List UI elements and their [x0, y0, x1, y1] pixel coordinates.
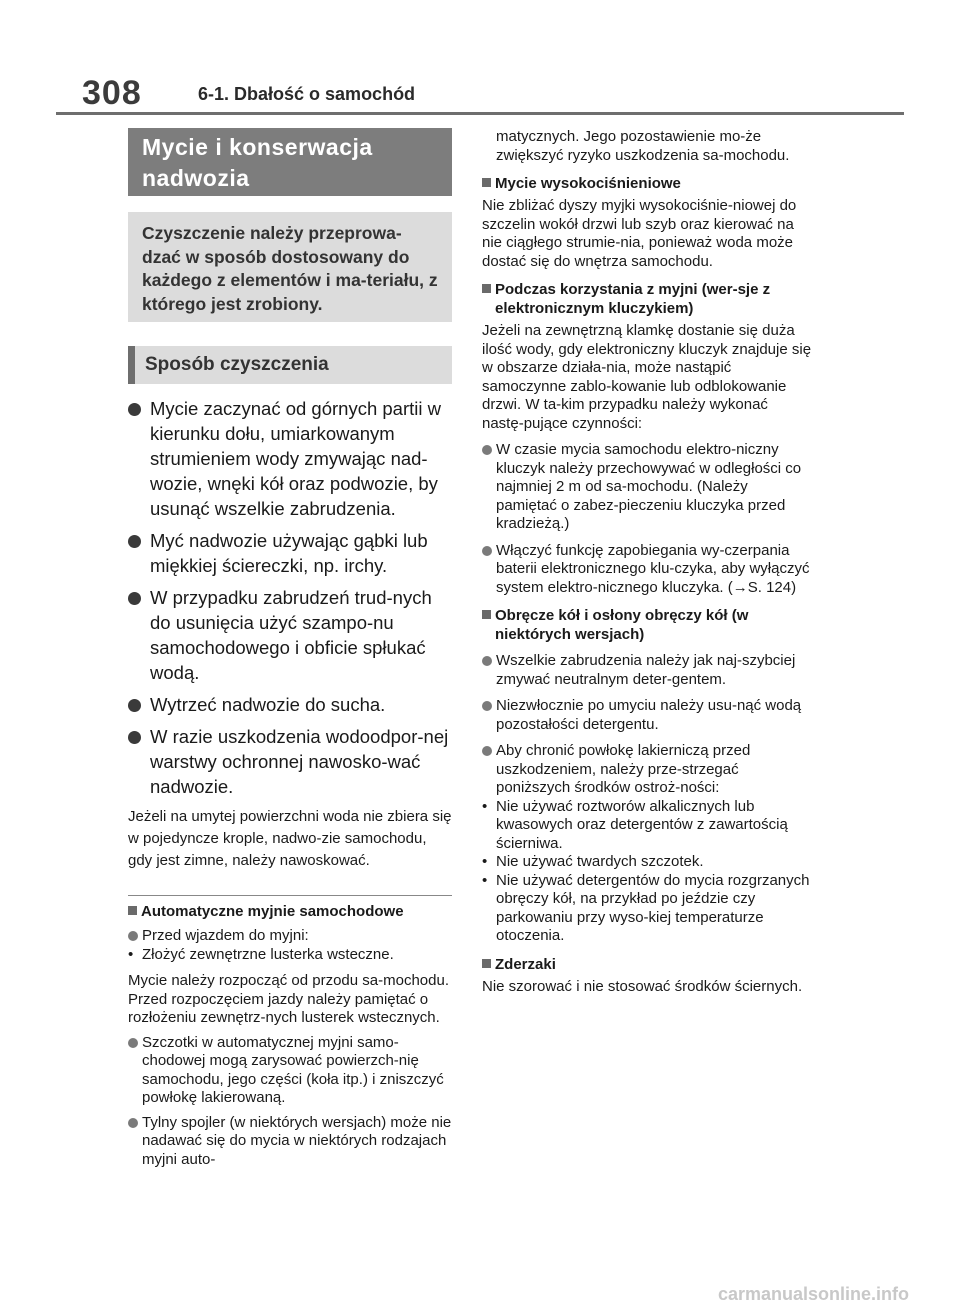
chapter-title: 6-1. Dbałość o samochód [198, 84, 416, 104]
right-column [482, 128, 812, 996]
smart-key-heading: Podczas korzystania z myjni (wer-sje z elektronicznym kluczykiem) [482, 280, 812, 318]
bullet-dot-icon [128, 699, 141, 712]
wheels-heading: Obręcze kół i osłony obręczy kół (w niektórych wersjach) [482, 606, 812, 644]
wax-note: Jeżeli na umytej powierzchni woda nie zbiera się w pojedyncze krople, nadwo-zie samochodu, gdy jest zimne, należy nawoskować. [128, 808, 452, 869]
sub-list-item: • Nie używać roztworów alkalicznych lub kwasowych oraz detergentów z zawartością ścierniwa. [482, 798, 812, 854]
page-header [0, 0, 960, 120]
bullet-dot-icon [482, 701, 492, 711]
page-number: 308 [82, 74, 142, 112]
square-marker-icon [482, 284, 491, 293]
list-item: Wytrzeć nadwozie do sucha. [128, 692, 452, 717]
smart-key-paragraph: Jeżeli na zewnętrzną klamkę dostanie się duża ilość wody, gdy elektroniczny kluczyk znajduje się w obszarze działa-nia, może nastąpić samoczynne zablo-kowanie lub odblokowanie drzwi. W ta-kim przypadku należy wykonać nastę-pujące czynności: [482, 322, 812, 432]
list-item: Myć nadwozie używając gąbki lub miękkiej ściereczki, np. irchy. [128, 528, 452, 578]
sub-list-item: • Złożyć zewnętrzne lusterka wsteczne. [128, 946, 452, 965]
list-item: Aby chronić powłokę lakierniczą przed uszkodzeniem, należy prze-strzegać poniższych środków ostroż-ności: [482, 742, 812, 798]
sub-list [482, 798, 812, 946]
watermark: carmanualsonline.info [718, 1284, 910, 1304]
bullet-dot-icon [128, 403, 141, 416]
list-item: Przed wjazdem do myjni: [128, 927, 452, 946]
list-item-continued: matycznych. Jego pozostawienie mo-że zwiększyć ryzyko uszkodzenia sa-mochodu. [496, 128, 790, 164]
bullet-dot-icon [482, 746, 492, 756]
list-item: W razie uszkodzenia wodoodpor-nej warstwy ochronnej nawosko-wać nadwozie. [128, 724, 452, 799]
square-marker-icon [482, 959, 491, 968]
bumpers-paragraph: Nie szorować i nie stosować środków ściernych. [482, 977, 803, 995]
bullet-dot-icon [128, 731, 141, 744]
list-item: Niezwłocznie po umyciu należy usu-nąć wodą pozostałości detergentu. [482, 697, 812, 734]
section-banner: Mycie i konserwacja nadwozia [128, 128, 452, 196]
sub-list [128, 946, 452, 965]
cleaning-steps [128, 396, 452, 799]
summary-box: Czyszczenie należy przeprowa-dzać w sposób dostosowany do każdego z elementów i ma-teriału, z którego jest zrobiony. [128, 212, 452, 322]
list-item: W przypadku zabrudzeń trud-nych do usunięcia użyć szampo-nu samochodowego i obficie spłukać wodą. [128, 585, 452, 685]
square-marker-icon [482, 610, 491, 619]
square-marker-icon [128, 906, 137, 915]
bullet-dot-icon [128, 592, 141, 605]
bullet-dot-icon [128, 931, 138, 941]
bullet-dot-icon [482, 445, 492, 455]
list-item: W czasie mycia samochodu elektro-niczny kluczyk należy przechowywać w odległości co najmniej 2 m od sa-mochodu. (Należy pamiętać o zabez-pieczeniu kluczyka przed kradzieżą.) [482, 441, 812, 534]
square-marker-icon [482, 178, 491, 187]
bumpers-heading: Zderzaki [482, 955, 812, 974]
list-item: Wszelkie zabrudzenia należy jak naj-szybciej zmywać neutralnym deter-gentem. [482, 652, 812, 689]
list-item: Szczotki w automatycznej myjni samo-chodowej mogą zarysować powierzch-nię samochodu, jego części (koła itp.) i zniszczyć powłokę lakierowaną. [128, 1034, 452, 1108]
bullet-dot-icon [128, 535, 141, 548]
bullet-dot-icon [128, 1118, 138, 1128]
subsection-title: Sposób czyszczenia [128, 346, 452, 384]
divider [128, 895, 452, 896]
bullet-dot-icon [482, 656, 492, 666]
auto-wash-paragraph: Mycie należy rozpocząć od przodu sa-mochodu. Przed rozpoczęciem jazdy należy pamiętać o rozłożeniu zewnętrz-nych lusterek wstecznych. [128, 972, 449, 1026]
sub-list-item: • Nie używać detergentów do mycia rozgrzanych obręczy kół, na przykład po jeździe czy parkowaniu przy wyso-kiej temperaturze otoczenia. [482, 872, 812, 946]
list-item: Tylny spojler (w niektórych wersjach) może nie nadawać się do mycia w niektórych rodzajach myjni auto- [128, 1114, 452, 1170]
sub-list-item: • Nie używać twardych szczotek. [482, 853, 812, 872]
left-column [128, 128, 452, 1169]
auto-wash-heading: Automatyczne myjnie samochodowe [128, 902, 452, 921]
bullet-dot-icon [482, 546, 492, 556]
header-rule [56, 112, 904, 115]
list-item: Mycie zaczynać od górnych partii w kierunku dołu, umiarkowanym strumieniem wody zmywając nad-wozie, wnęki kół oraz podwozie, by usunąć wszelkie zabrudzenia. [128, 396, 452, 521]
pressure-wash-heading: Mycie wysokociśnieniowe [482, 174, 812, 193]
list-item: Włączyć funkcję zapobiegania wy-czerpania baterii elektronicznego klu-czyka, aby wyłączyć system elektro-nicznego kluczyka. (→S. 124) [482, 542, 812, 598]
bullet-dot-icon [128, 1038, 138, 1048]
pressure-wash-paragraph: Nie zbliżać dyszy myjki wysokociśnie-niowej do szczelin wokół drzwi lub szyb oraz kierować na nie ciągłego strumie-nia, ponieważ woda może dostać się do wnętrza samochodu. [482, 197, 797, 270]
